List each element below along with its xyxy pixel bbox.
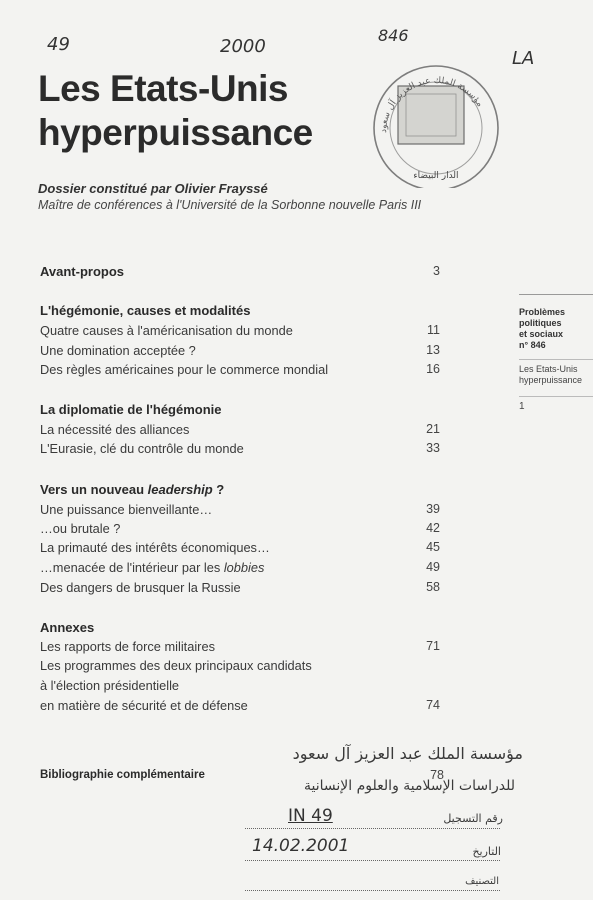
series-subtitle-line: Les Etats-Unis (519, 364, 578, 374)
book-title-line2: hyperpuissance (38, 112, 313, 153)
stamp-class-line (245, 890, 500, 891)
toc-page: 13 (426, 343, 440, 357)
round-library-stamp (356, 48, 511, 188)
series-line: n° 846 (519, 340, 546, 350)
series-name (519, 307, 589, 351)
toc-item: Des règles américaines pour le commerce mondial (40, 362, 329, 377)
toc-page: 58 (426, 580, 440, 594)
stamp-reg-value: IN 49 (288, 806, 333, 826)
toc-item: L'Eurasie, clé du contrôle du monde (40, 441, 244, 456)
toc-item: en matière de sécurité et de défense (40, 698, 248, 713)
toc-item: Des dangers de brusquer la Russie (40, 580, 241, 595)
toc-bibliography: Bibliographie complémentaire (40, 769, 205, 781)
toc-page: 3 (433, 264, 440, 278)
toc-item: Les programmes des deux principaux candidats (40, 658, 312, 673)
toc-page: 49 (426, 560, 440, 574)
toc-item: Quatre causes à l'américanisation du monde (40, 323, 293, 338)
toc-page: 45 (426, 540, 440, 554)
toc-page: 39 (426, 502, 440, 516)
stamp-date-label: التاريخ (472, 845, 501, 858)
series-subtitle (519, 359, 593, 386)
handwritten-year: 2000 (220, 36, 266, 57)
stamp-ring-text: مؤسسة الملك عبد العزيز آل سعود (378, 75, 485, 134)
toc-item: à l'élection présidentielle (40, 678, 180, 693)
toc-page: 21 (426, 422, 440, 436)
toc-page: 78 (430, 768, 444, 782)
series-sidebar (519, 294, 593, 412)
toc-item: Une puissance bienveillante… (40, 502, 213, 517)
toc-section-title: L'hégémonie, causes et modalités (40, 303, 251, 318)
series-line: et sociaux (519, 329, 564, 339)
toc-page: 42 (426, 521, 440, 535)
toc-section-title: La diplomatie de l'hégémonie (40, 402, 222, 417)
toc-item-prefix: …menacée de l'intérieur par les (40, 560, 224, 575)
stamp-bottom-text: الدار البيضاء (413, 171, 459, 181)
stamp-institution-line2: للدراسات الإسلامية والعلوم الإنسانية (304, 778, 515, 794)
series-line: politiques (519, 318, 562, 328)
toc-page: 16 (426, 362, 440, 376)
stamp-reg-label: رقم التسجيل (443, 812, 503, 825)
toc-section-title-emphasis: leadership (147, 482, 213, 497)
page-number: 1 (519, 396, 593, 412)
toc-item: La nécessité des alliances (40, 422, 190, 437)
series-subtitle-line: hyperpuissance (519, 375, 583, 385)
toc-page: 33 (426, 441, 440, 455)
toc-item: Les rapports de force militaires (40, 639, 215, 654)
author-affiliation: Maître de conférences à l'Université de la Sorbonne nouvelle Paris III (38, 198, 422, 212)
stamp-date-line (245, 860, 500, 861)
toc-item: La primauté des intérêts économiques… (40, 540, 270, 555)
series-line: Problèmes (519, 307, 566, 317)
dossier-author: Dossier constitué par Olivier Frayssé (38, 181, 268, 196)
toc-section-title-suffix: ? (212, 482, 225, 497)
toc-item: Une domination acceptée ? (40, 343, 196, 358)
toc-page: 74 (426, 698, 440, 712)
toc-section-title: Annexes (40, 620, 95, 635)
toc-item (40, 560, 264, 575)
toc-avant-propos: Avant-propos (40, 264, 125, 279)
stamp-date-value: 14.02.2001 (252, 836, 350, 856)
handwritten-number: 49 (47, 34, 70, 55)
handwritten-code: LA (512, 48, 535, 69)
stamp-reg-line (245, 828, 500, 829)
toc-section-title-prefix: Vers un nouveau (40, 482, 148, 497)
handwritten-stamp-number: 846 (378, 26, 409, 45)
toc-page: 11 (427, 323, 440, 337)
toc-section-title (40, 482, 224, 497)
stamp-class-label: التصنيف (465, 876, 499, 887)
toc-item: …ou brutale ? (40, 521, 121, 536)
toc-page: 71 (426, 639, 440, 653)
toc-item-emphasis: lobbies (223, 560, 265, 575)
stamp-institution-line1: مؤسسة الملك عبد العزيز آل سعود (292, 744, 523, 763)
book-title-line1: Les Etats-Unis (38, 68, 289, 109)
